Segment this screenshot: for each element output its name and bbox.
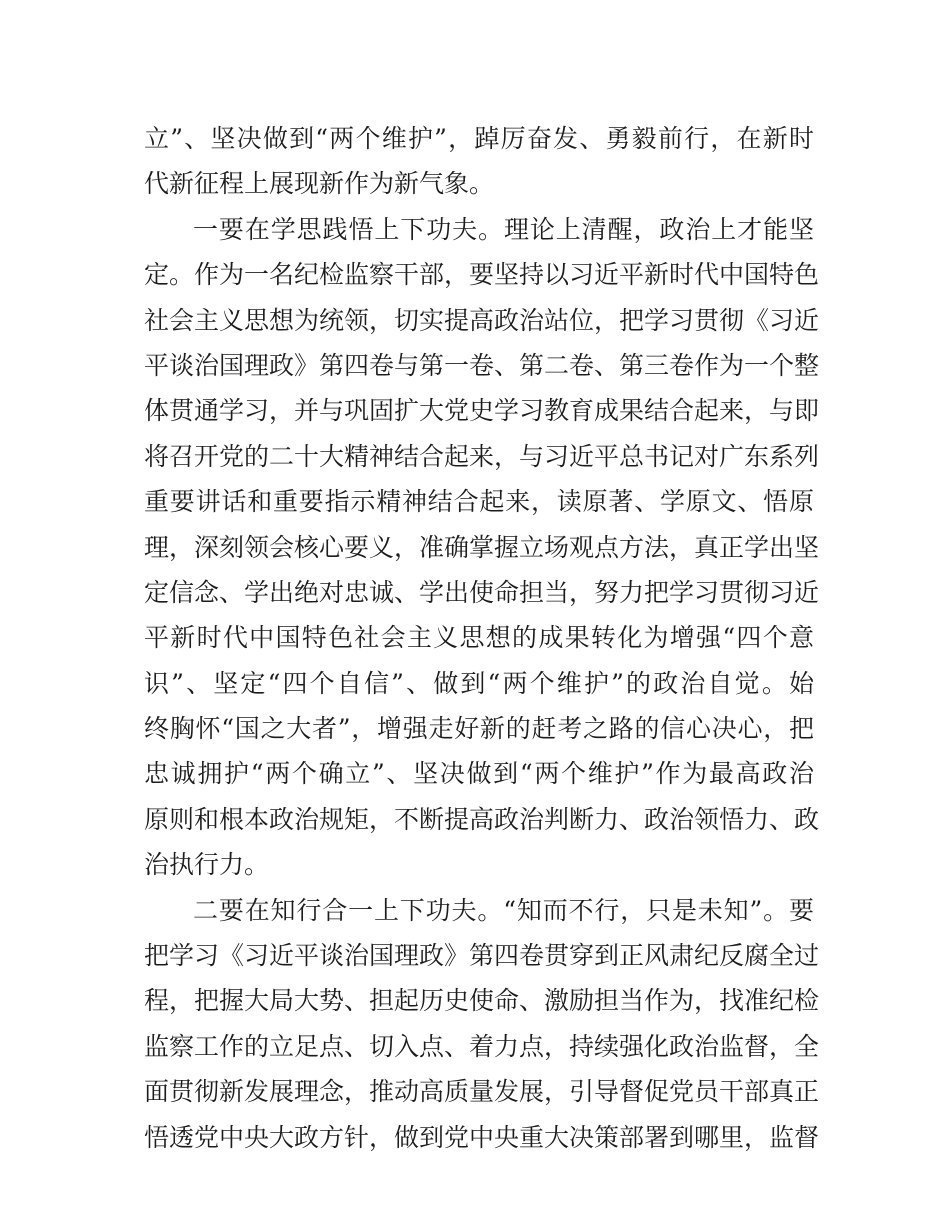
paragraph: [144, 888, 820, 1160]
text-line: 忠诚拥护“两个确立”、坚决做到“两个维护”作为最高政治: [144, 759, 814, 789]
text-line: 治执行力。: [144, 850, 270, 880]
body-text: [144, 116, 820, 1160]
paragraph: [144, 207, 820, 888]
text-line: 程，把握大局大势、担起历史使命、激励担当作为，找准纪检: [144, 986, 820, 1016]
text-line: 重要讲话和重要指示精神结合起来，读原著、学原文、悟原: [144, 487, 814, 517]
text-line: 体贯通学习，并与巩固扩大党史学习教育成果结合起来，与即: [144, 396, 820, 426]
text-line: 面贯彻新发展理念，推动高质量发展，引导督促党员干部真正: [144, 1077, 820, 1107]
text-line: 原则和根本政治规矩，不断提高政治判断力、政治领悟力、政: [144, 804, 820, 834]
text-line: 监察工作的立足点、切入点、着力点，持续强化政治监督，全: [144, 1031, 820, 1061]
text-line: 把学习《习近平谈治国理政》第四卷贯穿到正风肃纪反腐全过: [144, 941, 820, 971]
text-line: 平谈治国理政》第四卷与第一卷、第二卷、第三卷作为一个整: [144, 350, 820, 380]
text-line: 定。作为一名纪检监察干部，要坚持以习近平新时代中国特色: [144, 260, 820, 290]
text-line: 代新征程上展现新作为新气象。: [144, 169, 495, 199]
text-line: 理，深刻领会核心要义，准确掌握立场观点方法，真正学出坚: [144, 532, 820, 562]
text-line: 终胸怀“国之大者”，增强走好新的赶考之路的信心决心，把: [144, 714, 814, 744]
text-line: 悟透党中央大政方针，做到党中央重大决策部署到哪里，监督: [144, 1122, 820, 1152]
text-line: 一要在学思践悟上下功夫。理论上清醒，政治上才能坚: [193, 214, 814, 244]
text-line: 平新时代中国特色社会主义思想的成果转化为增强“四个意: [144, 623, 814, 653]
text-line: 将召开党的二十大精神结合起来，与习近平总书记对广东系列: [144, 441, 820, 471]
text-line: 立”、坚决做到“两个维护”，踔厉奋发、勇毅前行，在新时: [144, 124, 814, 153]
text-line: 二要在知行合一上下功夫。“知而不行，只是未知”。要: [193, 895, 814, 925]
text-line: 识”、坚定“四个自信”、做到“两个维护”的政治自觉。始: [144, 668, 814, 698]
text-line: 定信念、学出绝对忠诚、学出使命担当，努力把学习贯彻习近: [144, 577, 820, 607]
paragraph: [144, 116, 814, 207]
text-line: 社会主义思想为统领，切实提高政治站位，把学习贯彻《习近: [144, 305, 820, 335]
